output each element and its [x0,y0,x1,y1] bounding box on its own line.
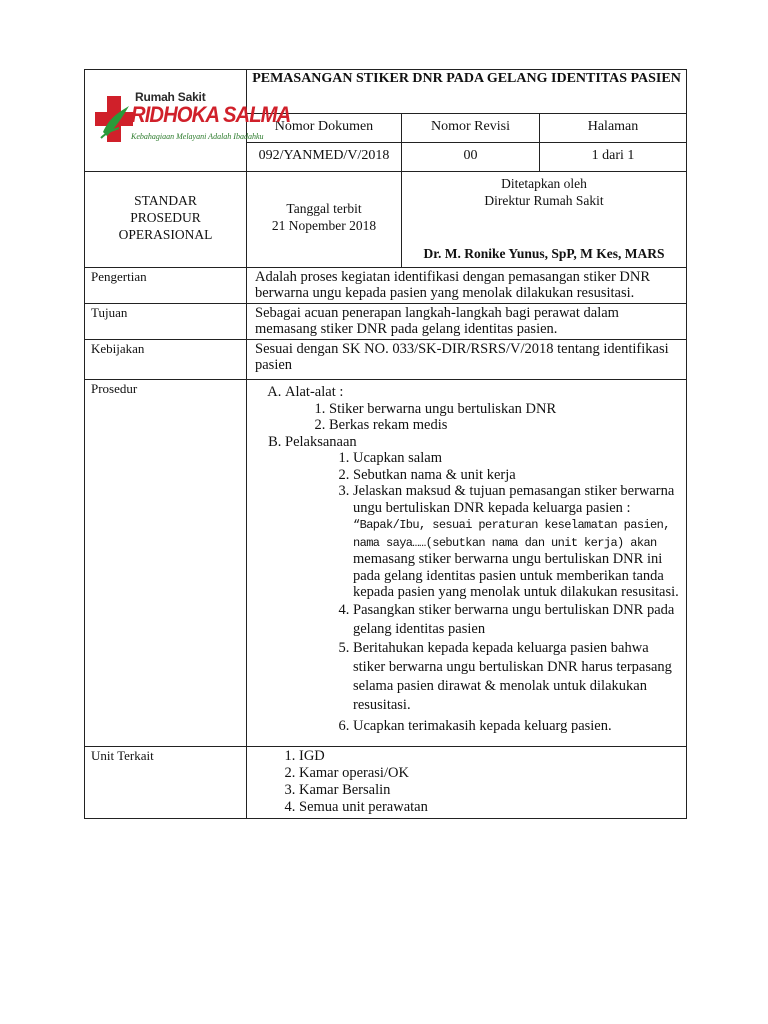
operasional-line: OPERASIONAL [118,227,213,242]
hospital-logo [95,90,291,152]
nomor-dokumen-label: Nomor Dokumen [247,114,402,142]
section-alat [285,384,680,434]
ditetapkan-cell [402,172,687,268]
list-item: 4. Pasangkan stiker berwarna ungu bertuliskan DNR pada gelang identitas pasien [353,601,680,639]
logo-tagline: Kebahagiaan Melayani Adalah Ibadahku [131,132,264,141]
prosedur-line: PROSEDUR [130,210,201,225]
unit-terkait-label: Unit Terkait [85,746,247,818]
list-item: 2. Sebutkan nama & unit kerja [353,467,680,484]
nomor-revisi-label: Nomor Revisi [402,114,540,142]
list-item: 1. Stiker berwarna ungu bertuliskan DNR [329,401,680,418]
list-item: 1. Ucapkan salam [353,450,680,467]
step-3-rest: memasang stiker berwarna ungu bertuliskan DNR ini pada gelang identitas pasien untuk memberikan tanda kepada pasien yang menolak untuk dilakukan resusitasi. [353,551,679,600]
prosedur-sections [257,384,680,736]
tanggal-terbit-value: 21 Nopember 2018 [271,218,377,233]
ditetapkan-label: Ditetapkan oleh [501,176,587,191]
step-3-quote: “Bapak/Ibu, sesuai peraturan keselamatan pasien, nama saya……(sebutkan nama dan unit kerja) akan [353,518,670,550]
list-item: 1. IGD [299,748,678,765]
prosedur-label: Prosedur [85,380,247,747]
tanggal-terbit-label: Tanggal terbit [286,201,362,216]
standar-line: STANDAR [134,193,197,208]
unit-terkait-content [247,746,687,818]
list-item: 2. Kamar operasi/OK [299,765,678,782]
list-item: 2. Berkas rekam medis [329,417,680,434]
alat-title: Alat-alat : [285,384,344,400]
step-3-intro: Jelaskan maksud & tujuan pemasangan stiker berwarna ungu bertuliskan DNR kepada keluarga pasien : [353,483,675,516]
alat-list [285,401,680,434]
prosedur-content [247,380,687,747]
list-item [353,483,680,601]
document-title: PEMASANGAN STIKER DNR PADA GELANG IDENTITAS PASIEN [247,70,687,114]
logo-cell [85,70,291,172]
logo-big-text: RIDHOKA SALMA [131,102,291,127]
pelaksanaan-title: Pelaksanaan [285,433,357,450]
tujuan-text: Sebagai acuan penerapan langkah-langkah bagi perawat dalam memasang stiker DNR pada gelang identitas pasien. [247,304,687,340]
sop-table [84,69,687,819]
list-item: 6. Ucapkan terimakasih kepada keluarg pasien. [353,717,680,736]
nomor-dokumen-value: 092/YANMED/V/2018 [247,142,402,171]
standar-prosedur-cell [85,172,247,268]
medical-cross-icon [95,92,135,150]
kebijakan-text: Sesuai dengan SK NO. 033/SK-DIR/RSRS/V/2018 tentang identifikasi pasien [247,340,687,380]
halaman-label: Halaman [540,114,687,142]
unit-list [257,748,678,816]
list-item: 5. Beritahukan kepada kepada keluarga pasien bahwa stiker berwarna ungu bertuliskan DNR harus terpasang selama pasien dirawat & menolak untuk dilakukan resusitasi. [353,639,680,715]
pengertian-label: Pengertian [85,268,247,304]
halaman-value: 1 dari 1 [540,142,687,171]
sop-document [84,69,686,819]
direktur-label: Direktur Rumah Sakit [484,193,604,208]
logo-small-text: Rumah Sakit [135,90,206,104]
pengertian-text: Adalah proses kegiatan identifikasi dengan pemasangan stiker DNR berwarna ungu kepada pasien yang menolak dilakukan resusitasi. [247,268,687,304]
tanggal-terbit-cell [247,172,402,268]
pelaksanaan-list [285,450,680,736]
tujuan-label: Tujuan [85,304,247,340]
section-pelaksanaan [285,434,680,736]
kebijakan-label: Kebijakan [85,340,247,380]
list-item: 4. Semua unit perawatan [299,799,678,816]
nomor-revisi-value: 00 [402,142,540,171]
list-item: 3. Kamar Bersalin [299,782,678,799]
signatory-name: Dr. M. Ronike Yunus, SpP, M Kes, MARS [423,246,665,261]
